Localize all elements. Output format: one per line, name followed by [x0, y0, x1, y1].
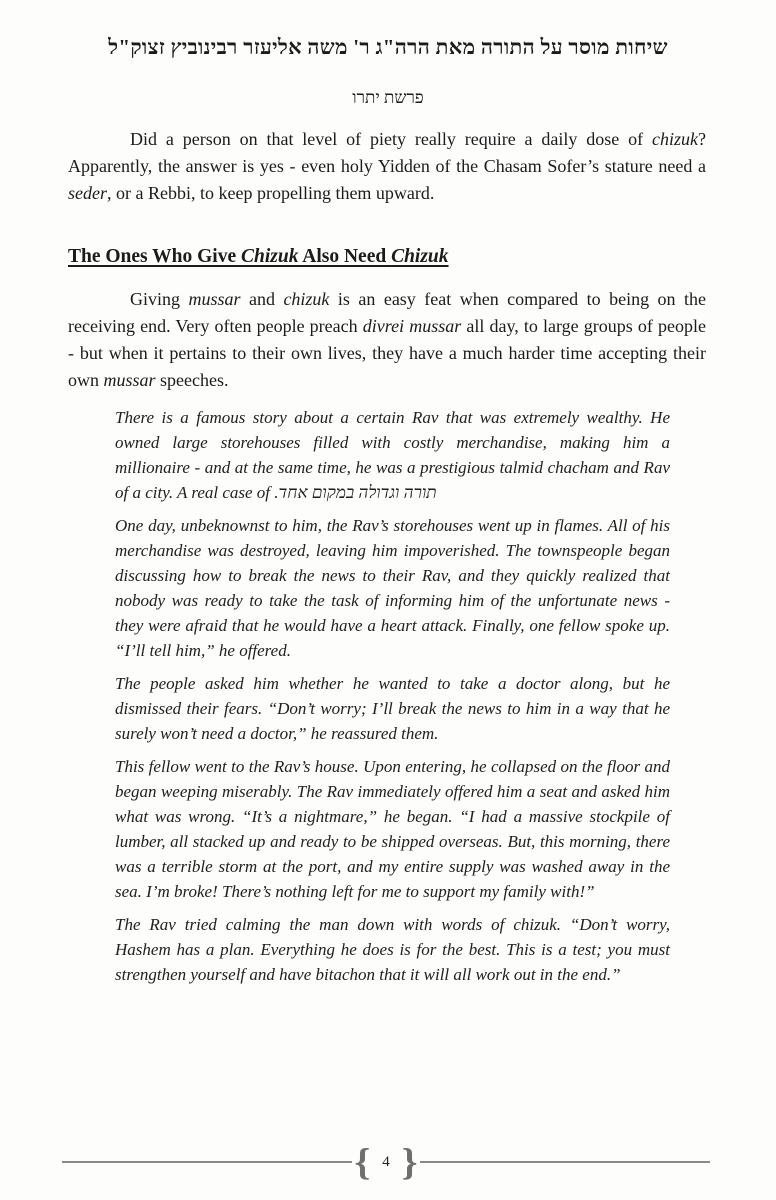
text-run: all day, to large groups of people - but when it pertains to their own lives, they have a much harder time accepting their own: [68, 316, 706, 390]
text-run: Did a person on that level of piety really require a daily dose of: [130, 129, 653, 149]
text-run: Also Need: [298, 246, 392, 267]
footer-rule-left: [62, 1161, 352, 1163]
text-run: The people asked him whether he wanted to take a doctor along, but he dismissed their fears. “Don’t worry; I’ll break the news to him in a way that he surely won’t need a doctor,” he reassured them.: [115, 674, 670, 743]
text-run: chizuk: [283, 289, 330, 309]
page-footer: [62, 1138, 710, 1186]
text-run: This fellow went to the Rav’s house. Upon entering, he collapsed on the floor and began weeping miserably. The Rav immediately offered him a seat and asked him what was wrong. “It’s a nightmare,” he began. “I had a massive stockpile of lumber, all stacked up and ready to be shipped overseas. But, this morning, there was a terrible storm at the port, and my entire supply was washed away in the sea. I’m broke! There’s nothing left for me to support my family with!”: [115, 757, 670, 901]
text-run: Chizuk: [241, 246, 299, 267]
text-run: and: [240, 289, 284, 309]
right-brace-ornament: }: [401, 1140, 418, 1183]
text-run: , or a Rebbi, to keep propelling them upward.: [107, 183, 435, 203]
section-heading: [68, 243, 706, 270]
footer-rule-right: [420, 1161, 710, 1163]
intro-paragraph: [68, 126, 706, 207]
text-run: Chizuk: [391, 246, 449, 267]
text-run: ? Apparently, the answer is yes - even holy Yidden of the Chasam Sofer’s stature need a: [68, 129, 706, 176]
left-brace-ornament: {: [354, 1140, 371, 1183]
document-body: [0, 126, 776, 987]
text-run: is an easy feat when compared to being on the receiving end. Very often people preach: [68, 289, 706, 336]
story-paragraph: [115, 912, 670, 987]
hebrew-title: שיחות מוסר על התורה מאת הרה"ג ר' משה אליעזר רבינוביץ זצוק"ל: [108, 35, 668, 59]
page-number: 4: [382, 1153, 390, 1170]
text-run: The Ones Who Give: [68, 246, 241, 267]
text-run: divrei mussar: [362, 316, 462, 336]
text-run: speeches.: [155, 370, 229, 390]
story-paragraph: [115, 754, 670, 904]
text-run: The Rav tried calming the man down with words of chizuk. “Don’t worry, Hashem has a plan. Everything he does is for the best. This is a test; you must strengthen yourself and have bitachon that it will all work out in the end.”: [115, 915, 670, 984]
text-run: One day, unbeknownst to him, the Rav’s storehouses went up in flames. All of his merchandise was destroyed, leaving him impoverished. The townspeople began discussing how to break the news to their Rav, and they quickly realized that nobody was ready to take the task of informing him of the unfortunate news - they were afraid that he would have a heart attack. Finally, one fellow spoke up. “I’ll tell him,” he offered.: [115, 516, 670, 660]
text-run: mussar: [103, 370, 156, 390]
text-run: chizuk: [652, 129, 698, 149]
hebrew-phrase: תורה וגדולה במקום אחד.: [274, 483, 437, 502]
parsha-subtitle: פרשת יתרו: [352, 88, 424, 107]
story-paragraph: [115, 405, 670, 505]
story-paragraph: [115, 513, 670, 663]
text-run: Giving: [130, 289, 189, 309]
story-paragraph: [115, 671, 670, 746]
body-paragraph: [68, 286, 706, 394]
text-run: mussar: [188, 289, 241, 309]
text-run: seder: [68, 183, 107, 203]
text-run: There is a famous story about a certain Rav that was extremely wealthy. He owned large storehouses filled with costly merchandise, making him a millionaire - and at the same time, he was a prestigious talmid chacham and Rav of a city. A real case of: [115, 408, 670, 502]
